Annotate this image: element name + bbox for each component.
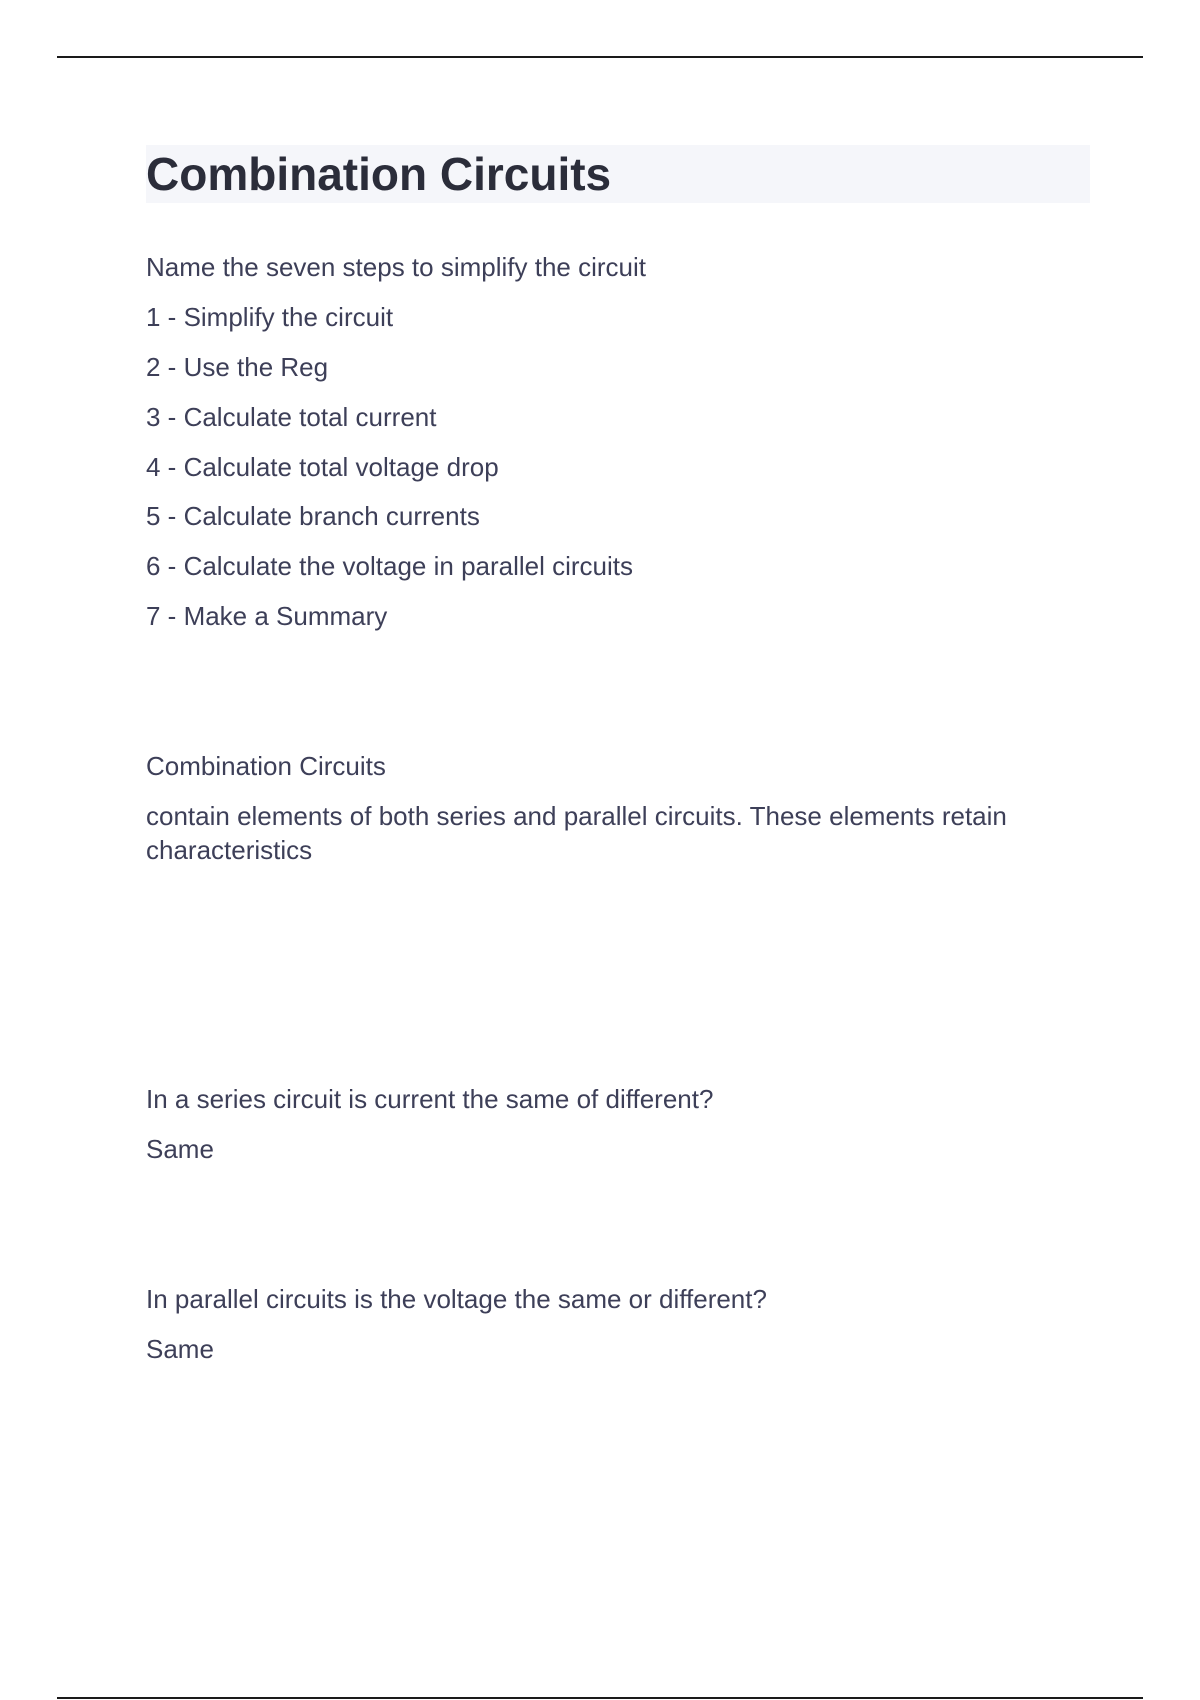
card-3-definition: Same [146,1134,214,1164]
card-2-term: Combination Circuits [146,751,386,781]
step-3: 3 - Calculate total current [146,402,437,432]
card-1-term: Name the seven steps to simplify the circuit [146,252,646,282]
step-2: 2 - Use the Reg [146,352,329,382]
card-4-definition: Same [146,1334,214,1364]
card-4-term: In parallel circuits is the voltage the same or different? [146,1284,767,1314]
bottom-divider [57,1697,1143,1699]
page-title: Combination Circuits [146,148,612,200]
step-5: 5 - Calculate branch currents [146,501,480,531]
card-3-term: In a series circuit is current the same of different? [146,1084,714,1114]
step-4: 4 - Calculate total voltage drop [146,452,499,482]
card-2-definition: contain elements of both series and parallel circuits. These elements retain characteristics [146,801,1007,865]
step-1: 1 - Simplify the circuit [146,302,394,332]
step-7: 7 - Make a Summary [146,601,388,631]
step-6: 6 - Calculate the voltage in parallel circuits [146,551,634,581]
top-divider [57,56,1143,58]
